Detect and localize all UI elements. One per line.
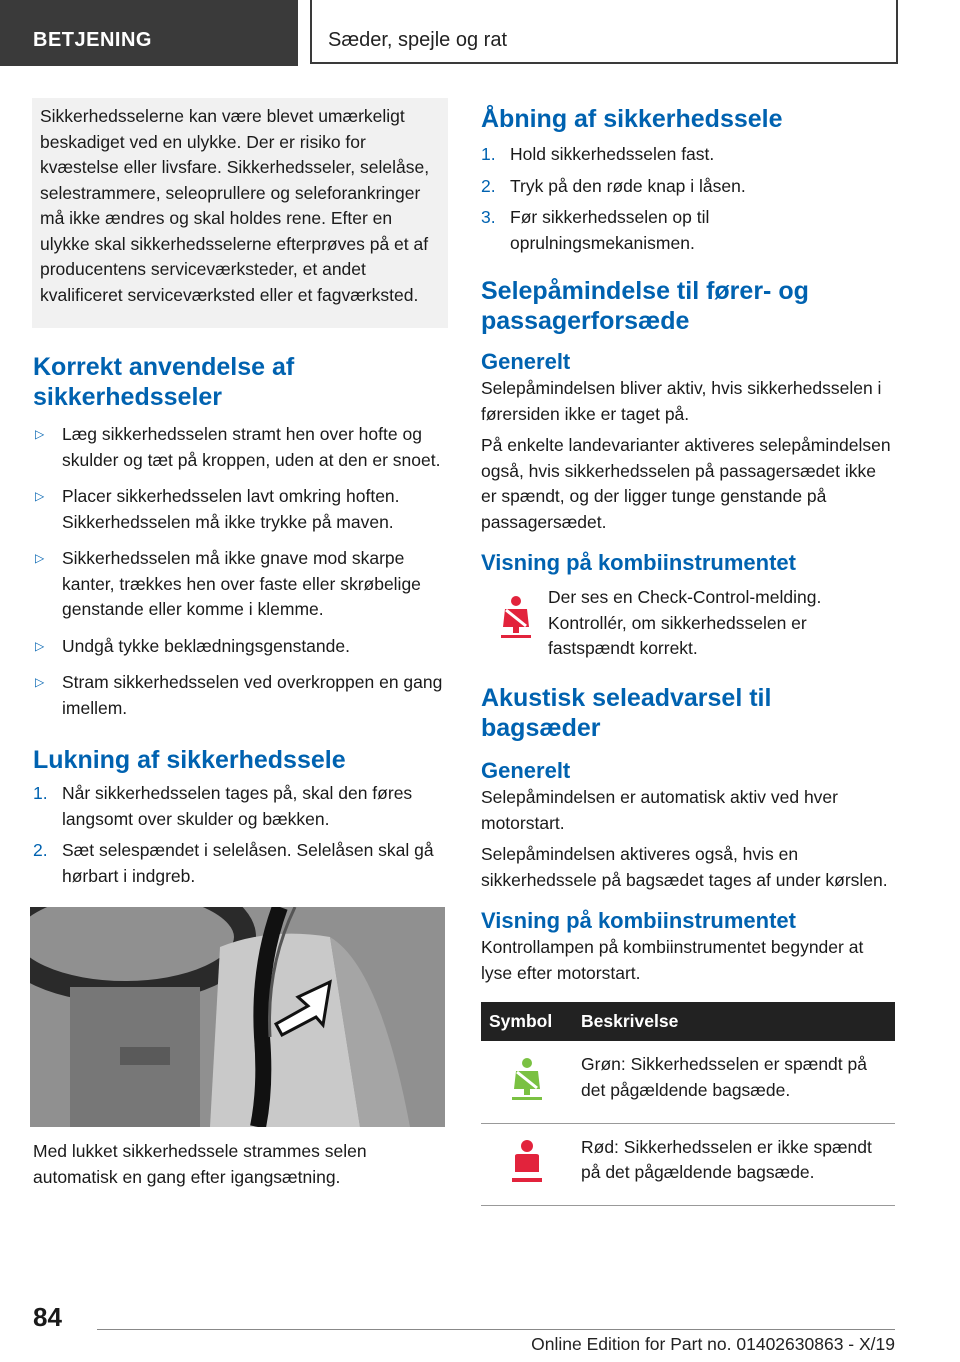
- header-section-tab: [0, 0, 298, 66]
- header-chapter-label: Sæder, spejle og rat: [328, 29, 507, 51]
- photo-caption: Med lukket sikkerhedssele strammes selen automatisk en gang efter igangsætning.: [33, 1141, 367, 1187]
- table-row: [481, 1041, 895, 1123]
- table-cell-description: Grøn: Sikkerhedsselen er spændt på det pågældende bagsæde.: [573, 1041, 895, 1123]
- right-column: [481, 98, 896, 1206]
- footer-divider: [97, 1329, 895, 1330]
- list-item: ▷ Undgå tykke beklædningsgenstande.: [33, 634, 448, 660]
- triangle-bullet-icon: ▷: [35, 638, 45, 653]
- seatbelt-illustration: [30, 907, 445, 1127]
- subheading-general-2: Generelt: [481, 758, 571, 783]
- display2-paragraph: Kontrollampen på kombiinstrumentet begynder at lyse efter motorstart.: [481, 937, 864, 983]
- list-item: 2. Sæt selespændet i selelåsen. Selelåsen skal gå hørbart i indgreb.: [33, 840, 434, 886]
- header-chapter-tab: [310, 0, 898, 64]
- warning-box: [32, 98, 448, 328]
- reminder-paragraph-1: Selepåmindelsen bliver aktiv, hvis sikkerhedsselen i førersiden ikke er taget på.: [481, 378, 882, 424]
- heading-opening: Åbning af sikkerhedssele: [481, 105, 783, 133]
- seatbelt-photo: [30, 907, 445, 1127]
- table-cell-description: Rød: Sikkerhedsselen er ikke spændt på det pågældende bagsæde.: [573, 1123, 895, 1206]
- symbol-table: [481, 1002, 895, 1206]
- subheading-display-2: Visning på kombiinstrumentet: [481, 908, 796, 933]
- triangle-bullet-icon: ▷: [35, 551, 45, 565]
- check-control-block: [481, 585, 896, 665]
- heading-acoustic: Akustisk seleadvarsel til bagsæder: [481, 684, 772, 742]
- list-item: ▷ Stram sikkerhedsselen ved overkroppen en gang imellem.: [35, 672, 443, 718]
- table-header-symbol: Symbol: [481, 1002, 573, 1041]
- list-item: ▷ Sikkerhedsselen må ikke gnave mod skarpe kanter, trækkes hen over faste eller skrøbelige genstande eller komme i klemme.: [35, 548, 421, 619]
- triangle-bullet-icon: ▷: [35, 675, 45, 689]
- table-header-description: Beskrivelse: [573, 1002, 895, 1041]
- subheading-display: Visning på kombiinstrumentet: [481, 550, 796, 575]
- list-item: 1. Når sikkerhedsselen tages på, skal den føres langsomt over skulder og bækken.: [33, 783, 413, 829]
- list-item: ▷ Læg sikkerhedsselen stramt hen over hofte og skulder og tæt på kroppen, uden at den er snoet.: [35, 424, 441, 470]
- closing-steps: [33, 781, 448, 889]
- list-item: 1. Hold sikkerhedsselen fast.: [481, 144, 715, 164]
- list-item: 2. Tryk på den røde knap i låsen.: [481, 175, 746, 196]
- left-column: [33, 98, 448, 1190]
- reminder-paragraph-2: På enkelte landevarianter aktiveres selepåmindelsen også, hvis sikkerhedsselen på passagersædet ikke er spændt, og der ligger tunge genstande på passagersædet.: [481, 435, 891, 532]
- list-item: ▷ Placer sikkerhedsselen lavt omkring hoften. Sikkerhedsselen må ikke trykke på maven.: [35, 486, 400, 532]
- acoustic-paragraph-2: Selepåmindelsen aktiveres også, hvis en sikkerhedssele på bagsædet tages af under kørslen.: [481, 844, 888, 890]
- triangle-bullet-icon: ▷: [35, 427, 45, 441]
- footer-edition: Online Edition for Part no. 01402630863 - X/19: [531, 1334, 895, 1354]
- check-control-text: Der ses en Check-Control-melding. Kontrollér, om sikkerhedsselen er fastspændt korrekt.: [548, 587, 822, 658]
- header-section-label: BETJENING: [33, 29, 152, 51]
- green-seatbelt-icon: [510, 1057, 544, 1103]
- red-person-icon: [510, 1140, 544, 1186]
- acoustic-paragraph-1: Selepåmindelsen er automatisk aktiv ved hver motorstart.: [481, 787, 838, 833]
- subheading-general: Generelt: [481, 349, 571, 374]
- table-row: [481, 1123, 895, 1206]
- list-item: 3. Før sikkerhedsselen op til oprulningsmekanismen.: [481, 207, 710, 253]
- heading-closing: Lukning af sikkerhedssele: [33, 746, 346, 774]
- page-number: 84: [33, 1302, 62, 1332]
- correct-use-list: [33, 422, 448, 721]
- heading-correct-use: Korrekt anvendelse af sikkerhedsseler: [33, 353, 295, 411]
- opening-steps: [481, 142, 896, 256]
- heading-seat-reminder: Selepåmindelse til fører- og passagerforsæde: [481, 277, 809, 335]
- triangle-bullet-icon: ▷: [35, 489, 45, 503]
- warning-text: Sikkerhedsselerne kan være blevet umærkeligt beskadiget ved en ulykke. Der er risiko for kvæstelse eller livsfare. Sikkerhedsseler, selelåse, selestrammere, seleoprullere og seleforankringer må ikke ændres og skal holdes rene. Efter en ulykke skal sikkerhedsselerne efterprøves på et af producentens serviceværksteder, et andet kvalificeret serviceværksted eller et fagværksted.: [40, 106, 430, 305]
- red-seatbelt-warning-icon: [499, 595, 533, 641]
